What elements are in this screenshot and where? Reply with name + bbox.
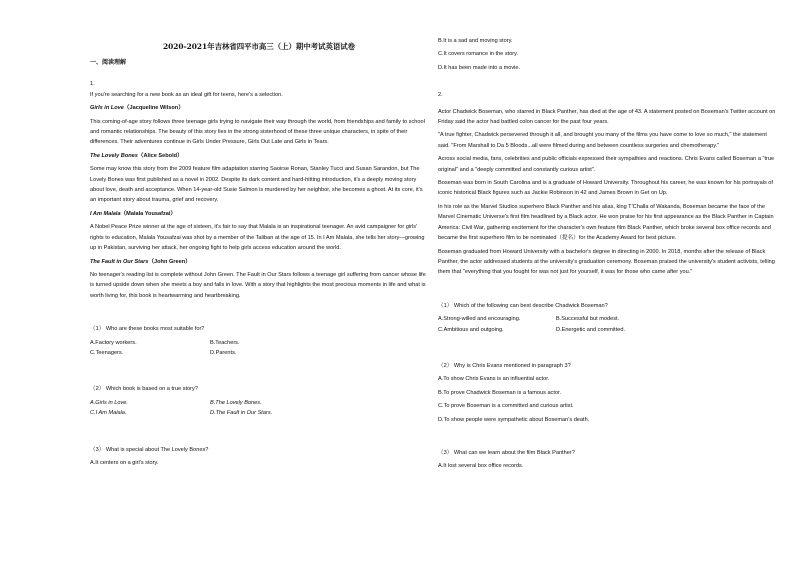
- option[interactable]: A.It lost several box office records.: [438, 463, 524, 470]
- book-author: （Malala Yousafzai）: [120, 210, 177, 217]
- option[interactable]: D.To show people were sympathetic about Boseman's death.: [438, 416, 590, 423]
- book-heading: [90, 103, 428, 113]
- passage-number: 1.: [90, 81, 95, 88]
- option[interactable]: B.Teachers.: [210, 339, 240, 346]
- book-title: Girls in Love: [90, 105, 124, 112]
- options-grid: [90, 398, 428, 419]
- passage-paragraph: Boseman graduated from Howard University with a bachelor's degree in directing in 2000. In 2018, months after the release of Black Panther, the actor addressed students at the university's graduation ceremony. Boseman praised the university's student activists, telling them that "everything that you fought for was not just for yourself, it was for those who came after you.": [438, 248, 775, 276]
- question: （2） Which book is based on a true story?: [90, 386, 198, 393]
- option[interactable]: D.It has been made into a movie.: [438, 64, 521, 71]
- option[interactable]: A.To show Chris Evans is an influential actor.: [438, 376, 550, 383]
- question: （2） Why is Chris Evans mentioned in paragraph 3?: [438, 362, 571, 369]
- book-description: Some may know this story from the 2009 feature film adaptation starring Saoirse Ronan, Stanley Tucci and Susan Sarandon, but The Lovely Bones was first published as a novel in 2002. Despite its dark content and hard-hitting introduction, it's a deeply moving story about love, death and acceptance. When 14-year-old Susie Salmon is murdered by her neighbor, she becomes a ghost. At its core, it's an important story about trauma, grief and recovery.: [90, 166, 423, 204]
- option[interactable]: A.Strong-willed and encouraging.: [438, 316, 521, 323]
- passage-intro: If you're searching for a new book as an ideal gift for teens, here's a selection.: [90, 91, 283, 98]
- book-title: I Am Malala: [90, 210, 121, 217]
- book-description: A Nobel Peace Prize winner at the age of sixteen, it's fair to say that Malala is an inspirational teenager. An avid campaigner for girls' rights to education, Malala Yousafzai was shot by a member of the Taliban at the age of 15. In I Am Malala, she tells her story—growing up in Pakistan, surviving her attack, her ongoing fight to help girls access education around the world.: [90, 224, 425, 252]
- book-author: （John Green）: [148, 258, 191, 265]
- option[interactable]: C.It covers romance in the story.: [438, 51, 519, 58]
- option[interactable]: D.Energetic and committed.: [556, 326, 626, 333]
- section-heading: 一、阅读理解: [90, 59, 127, 66]
- passage-number: 2.: [438, 92, 443, 99]
- book-description: This coming-of-age story follows three teenage girls trying to navigate their way through the world, from friendships and family to school and romantic relationships. The beauty of this story lies in the strong sisterhood of these three unique characters, in spite of their differences. Their adventures continue in Girls Under Pressure, Girls Out Late and Girls in Tears.: [90, 118, 425, 146]
- option[interactable]: C.Teenagers.: [90, 349, 124, 356]
- book-heading: [90, 257, 428, 267]
- book-title: The Lovely Bones: [90, 152, 138, 159]
- book-author: （Alice Sebold）: [137, 152, 183, 159]
- passage-paragraph: Across social media, fans, celebrities and public officials expressed their sympathies and reactions. Chris Evans called Boseman a "true original" and a "deeply committed and constantly curious artist".: [438, 156, 775, 173]
- book-heading: [90, 151, 428, 161]
- option[interactable]: C.To prove Boseman is a committed and curious artist.: [438, 403, 574, 410]
- book-heading: [90, 209, 428, 219]
- option[interactable]: B.To prove Chadwick Boseman is a famous actor.: [438, 389, 562, 396]
- option[interactable]: D.Parents.: [210, 349, 237, 356]
- option[interactable]: A.It centers on a girl's story.: [90, 459, 159, 466]
- question: （3） What is special about The Lovely Bones?: [90, 446, 209, 453]
- passage-paragraph: Actor Chadwick Boseman, who starred in Black Panther, has died at the age of 43. A statement posted on Boseman's Twitter account on Friday said the actor had battled colon cancer for the past four years.: [438, 108, 776, 126]
- question: （1） Which of the following can best describe Chadwick Boseman?: [438, 302, 608, 309]
- left-column: [90, 34, 428, 471]
- right-column: [438, 36, 776, 475]
- question: （3） What can we learn about the film Black Panther?: [438, 449, 575, 456]
- page-title: 2020-2021年吉林省四平市高三（上）期中考试英语试卷: [162, 42, 356, 51]
- option[interactable]: A.Girls in Love.: [90, 399, 128, 406]
- option[interactable]: B.The Lovely Bones.: [210, 399, 262, 406]
- options-grid: [438, 314, 776, 335]
- book-description: No teenager's reading list is complete without John Green. The Fault in Our Stars follows a teenage girl suffering from cancer whose life is turned upside down when she meets a boy and falls in love. With a story that highlights the most precious moments in life and what is worth living for, this book is heartwarming and heartbreaking.: [90, 271, 426, 299]
- passage-paragraph: Boseman was born in South Carolina and is a graduate of Howard University. Throughout his career, he was known for his portrayals of iconic historical Black figures such as Jackie Robinson in 42 and James Brown in Get on Up.: [438, 180, 773, 197]
- option[interactable]: C.I Am Malala.: [90, 410, 127, 417]
- passage-paragraph: In his role as the Marvel Studios superhero Black Panther and his alias, king T'Challa of Wakanda, Boseman became the face of the Marvel Cinematic Universe's first film headlined by a Black actor. He won praise for his first appearance as the Black Panther in Captain America: Civil War, gathering excitement for the character's own feature film Black Panther, which broke several box office records and became the first superhero film to be nominated（提名）for the Academy Award for best picture.: [438, 203, 774, 242]
- option[interactable]: B.Successful but modest.: [556, 316, 620, 323]
- question: （1） Who are these books most suitable for?: [90, 326, 205, 333]
- options-grid: [90, 338, 428, 359]
- passage-paragraph: "A true fighter, Chadwick persevered through it all, and brought you many of the films you have come to love so much," the statement said. "From Marshall to Da 5 Bloods...all were filmed during and between countless surgeries and chemotherapy.": [438, 132, 767, 149]
- option[interactable]: C.Ambitious and outgoing.: [438, 326, 504, 333]
- book-author: （Jacqueline Wilson）: [123, 105, 184, 112]
- option[interactable]: A.Factory workers.: [90, 339, 137, 346]
- option[interactable]: D.The Fault in Our Stars.: [210, 410, 273, 417]
- book-title: The Fault in Our Stars: [90, 258, 149, 265]
- option[interactable]: B.It is a sad and moving story.: [438, 38, 513, 44]
